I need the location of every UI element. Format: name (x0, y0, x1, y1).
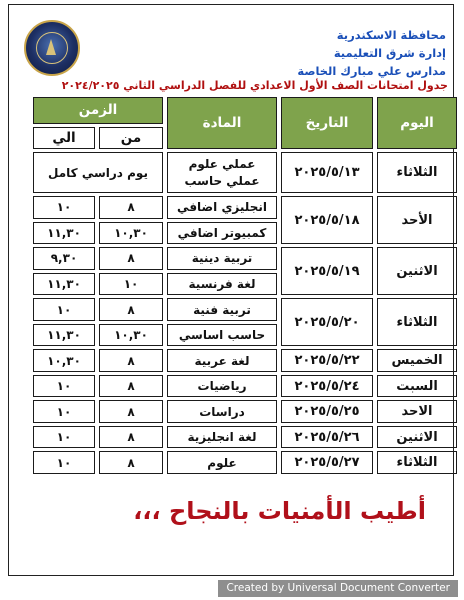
date-cell: ٢٠٢٥/٥/٢٤ (281, 375, 373, 398)
day-cell: الثلاثاء (377, 298, 457, 346)
header-date: التاريخ (281, 97, 373, 149)
date-cell: ٢٠٢٥/٥/٢٢ (281, 349, 373, 372)
to-time-cell: ١٠ (33, 375, 95, 398)
table-row (33, 247, 457, 270)
table-row (33, 451, 457, 474)
schedule-title: جدول امتحانات الصف الأول الاعدادي للفصل الدراسي الثاني ٢٠٢٤/٢٠٢٥ (61, 79, 448, 92)
school-header (297, 26, 446, 80)
date-cell: ٢٠٢٥/٥/٢٧ (281, 451, 373, 474)
table-row (33, 152, 457, 193)
from-time-cell: ٨ (99, 196, 163, 219)
header-subject: المادة (167, 97, 277, 149)
to-time-cell: ٩,٣٠ (33, 247, 95, 270)
to-time-cell: ١٠ (33, 426, 95, 449)
to-time-cell: ١٠,٣٠ (33, 349, 95, 372)
from-time-cell: ٨ (99, 298, 163, 321)
to-time-cell: ١٠ (33, 196, 95, 219)
header-day: اليوم (377, 97, 457, 149)
header-time: الزمن (33, 97, 163, 124)
date-cell: ٢٠٢٥/٥/١٩ (281, 247, 373, 295)
governorate-name: محافظة الاسكندرية (336, 28, 446, 42)
table-row (33, 298, 457, 321)
table-row (33, 400, 457, 423)
day-cell: الثلاثاء (377, 152, 457, 193)
subject-cell: حاسب اساسي (167, 324, 277, 347)
from-time-cell: ٨ (99, 247, 163, 270)
to-time-cell: ١١,٣٠ (33, 273, 95, 296)
subject-cell: لغة فرنسية (167, 273, 277, 296)
school-name: مدارس علي مبارك الخاصة (297, 64, 446, 78)
day-cell: الاثنين (377, 426, 457, 449)
from-time-cell: ٨ (99, 451, 163, 474)
to-time-cell: ١١,٣٠ (33, 222, 95, 245)
closing-wish: أطيب الأمنيات بالنجاح ،،، (133, 497, 426, 525)
header-to: الي (33, 127, 95, 150)
day-cell: الاثنين (377, 247, 457, 295)
subject-cell: كمبيوتر اضافي (167, 222, 277, 245)
day-cell: الاحد (377, 400, 457, 423)
from-time-cell: ٨ (99, 349, 163, 372)
subject-cell: تربية فنية (167, 298, 277, 321)
day-cell: السبت (377, 375, 457, 398)
from-time-cell: ١٠,٣٠ (99, 222, 163, 245)
administration-name: إدارة شرق التعليمية (333, 46, 446, 60)
from-time-cell: ٨ (99, 426, 163, 449)
exam-schedule-table (29, 94, 461, 477)
table-row (33, 196, 457, 219)
day-cell: الثلاثاء (377, 451, 457, 474)
subject-cell: تربية دينية (167, 247, 277, 270)
to-time-cell: ١١,٣٠ (33, 324, 95, 347)
table-row (33, 426, 457, 449)
subject-cell: علوم (167, 451, 277, 474)
converter-watermark: Created by Universal Document Converter (218, 580, 458, 597)
subject-cell: عملي علوم عملي حاسب (167, 152, 277, 193)
from-time-cell: ٨ (99, 375, 163, 398)
subject-cell: لغة انجليزية (167, 426, 277, 449)
subject-cell: لغة عربية (167, 349, 277, 372)
full-day-cell: يوم دراسي كامل (33, 152, 163, 193)
school-emblem-icon (24, 20, 80, 76)
subject-cell: انجليزي اضافي (167, 196, 277, 219)
subject-cell: دراسات (167, 400, 277, 423)
table-row (33, 375, 457, 398)
date-cell: ٢٠٢٥/٥/٢٥ (281, 400, 373, 423)
table-row (33, 349, 457, 372)
to-time-cell: ١٠ (33, 451, 95, 474)
to-time-cell: ١٠ (33, 400, 95, 423)
date-cell: ٢٠٢٥/٥/٢٦ (281, 426, 373, 449)
from-time-cell: ٨ (99, 400, 163, 423)
to-time-cell: ١٠ (33, 298, 95, 321)
subject-cell: رياضيات (167, 375, 277, 398)
from-time-cell: ١٠ (99, 273, 163, 296)
day-cell: الأحد (377, 196, 457, 244)
day-cell: الخميس (377, 349, 457, 372)
header-from: من (99, 127, 163, 150)
date-cell: ٢٠٢٥/٥/١٨ (281, 196, 373, 244)
from-time-cell: ١٠,٣٠ (99, 324, 163, 347)
date-cell: ٢٠٢٥/٥/١٣ (281, 152, 373, 193)
date-cell: ٢٠٢٥/٥/٢٠ (281, 298, 373, 346)
